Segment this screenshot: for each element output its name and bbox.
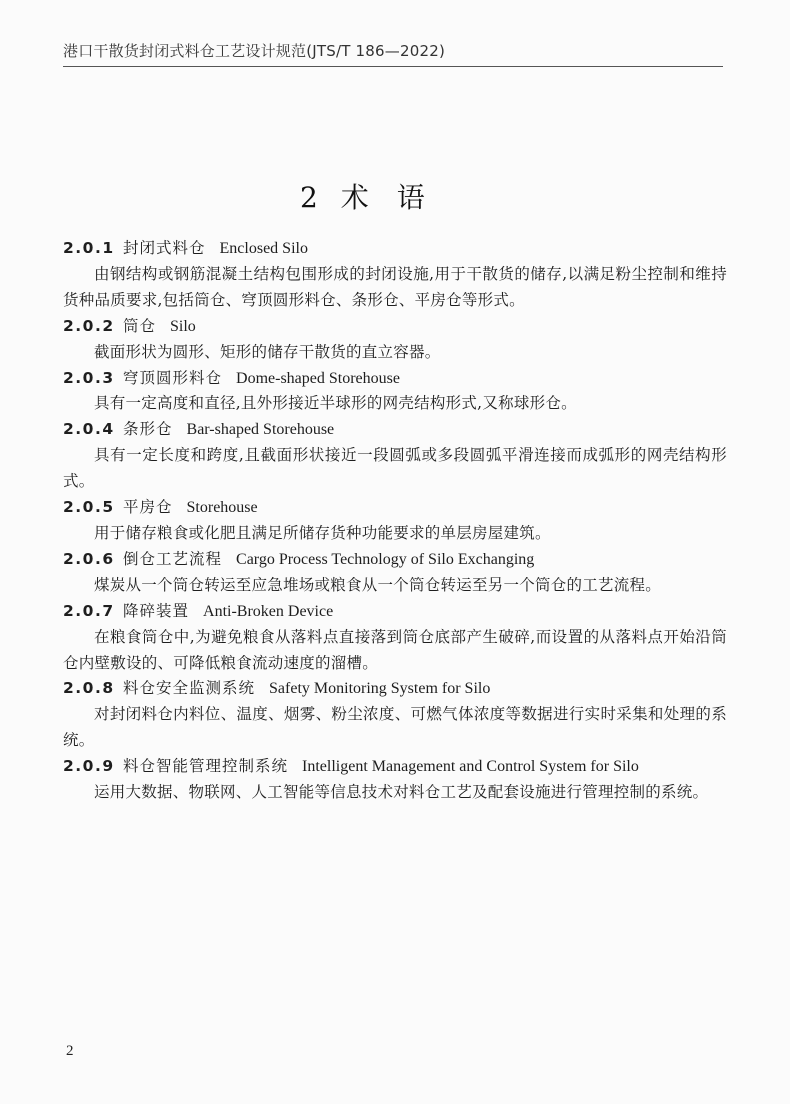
term-2-0-3 bbox=[63, 366, 727, 418]
term-chinese: 筒仓 bbox=[123, 316, 157, 335]
term-2-0-6 bbox=[63, 547, 727, 599]
term-heading bbox=[63, 495, 727, 521]
term-2-0-8 bbox=[63, 676, 727, 754]
term-chinese: 倒仓工艺流程 bbox=[123, 549, 223, 568]
term-2-0-7 bbox=[63, 599, 727, 677]
term-definition: 运用大数据、物联网、人工智能等信息技术对料仓工艺及配套设施进行管理控制的系统。 bbox=[94, 783, 709, 802]
chapter-title: 2 术 语 bbox=[300, 181, 425, 214]
term-number: 2.0.3 bbox=[63, 368, 115, 387]
term-chinese: 封闭式料仓 bbox=[123, 239, 206, 257]
term-english: Anti-Broken Device bbox=[203, 602, 334, 620]
term-number: 2.0.4 bbox=[63, 420, 115, 439]
term-number: 2.0.1 bbox=[63, 239, 115, 257]
term-number: 2.0.6 bbox=[63, 549, 115, 568]
term-definition: 具有一定高度和直径,且外形接近半球形的网壳结构形式,又称球形仓。 bbox=[94, 394, 577, 413]
term-heading bbox=[63, 676, 727, 702]
term-chinese: 穹顶圆形料仓 bbox=[123, 368, 223, 387]
term-number: 2.0.9 bbox=[63, 757, 115, 776]
term-english: Intelligent Management and Control System for Silo bbox=[302, 758, 639, 776]
term-heading bbox=[63, 599, 727, 625]
term-definition: 煤炭从一个筒仓转运至应急堆场或粮食从一个筒仓转运至另一个筒仓的工艺流程。 bbox=[94, 575, 662, 594]
term-definition: 在粮食筒仓中,为避免粮食从落料点直接落到筒仓底部产生破碎,而设置的从落料点开始沿筒仓内壁敷设的、可降低粮食流动速度的溜槽。 bbox=[63, 627, 727, 672]
term-number: 2.0.8 bbox=[63, 679, 115, 698]
term-heading bbox=[63, 366, 727, 392]
term-english: Enclosed Silo bbox=[219, 240, 308, 257]
term-heading bbox=[63, 417, 727, 443]
term-definition: 用于储存粮食或化肥且满足所储存货种功能要求的单层房屋建筑。 bbox=[94, 523, 551, 542]
term-number: 2.0.5 bbox=[63, 498, 115, 517]
page-number: 2 bbox=[66, 1043, 74, 1059]
term-english: Dome-shaped Storehouse bbox=[236, 369, 400, 387]
terms-list bbox=[63, 236, 727, 806]
term-2-0-5 bbox=[63, 495, 727, 547]
term-definition: 具有一定长度和跨度,且截面形状接近一段圆弧或多段圆弧平滑连接而成弧形的网壳结构形式。 bbox=[63, 446, 727, 491]
term-chinese: 条形仓 bbox=[123, 420, 173, 439]
term-chinese: 平房仓 bbox=[123, 498, 173, 517]
term-english: Safety Monitoring System for Silo bbox=[269, 680, 491, 698]
term-definition: 对封闭料仓内料位、温度、烟雾、粉尘浓度、可燃气体浓度等数据进行实时采集和处理的系统。 bbox=[63, 705, 727, 750]
term-chinese: 料仓智能管理控制系统 bbox=[123, 757, 289, 776]
term-heading bbox=[63, 547, 727, 573]
term-number: 2.0.7 bbox=[63, 601, 115, 620]
term-chinese: 降碎装置 bbox=[123, 601, 190, 620]
term-english: Cargo Process Technology of Silo Exchanging bbox=[236, 550, 535, 568]
term-english: Silo bbox=[170, 317, 196, 335]
term-heading bbox=[63, 314, 727, 340]
term-heading bbox=[63, 754, 727, 780]
header-rule bbox=[63, 66, 723, 67]
term-english: Bar-shaped Storehouse bbox=[186, 421, 335, 439]
term-2-0-4 bbox=[63, 417, 727, 495]
term-chinese: 料仓安全监测系统 bbox=[123, 679, 256, 698]
term-english: Storehouse bbox=[186, 499, 258, 517]
term-heading bbox=[63, 236, 727, 262]
term-number: 2.0.2 bbox=[63, 316, 115, 335]
term-definition: 由钢结构或钢筋混凝土结构包围形成的封闭设施,用于干散货的储存,以满足粉尘控制和维持货种品质要求,包括筒仓、穹顶圆形料仓、条形仓、平房仓等形式。 bbox=[63, 264, 727, 309]
term-2-0-2 bbox=[63, 314, 727, 366]
term-definition: 截面形状为圆形、矩形的储存干散货的直立容器。 bbox=[94, 342, 441, 361]
term-2-0-9 bbox=[63, 754, 727, 806]
term-2-0-1 bbox=[63, 236, 727, 314]
running-header: 港口干散货封闭式料仓工艺设计规范(JTS/T 186—2022) bbox=[63, 42, 446, 60]
